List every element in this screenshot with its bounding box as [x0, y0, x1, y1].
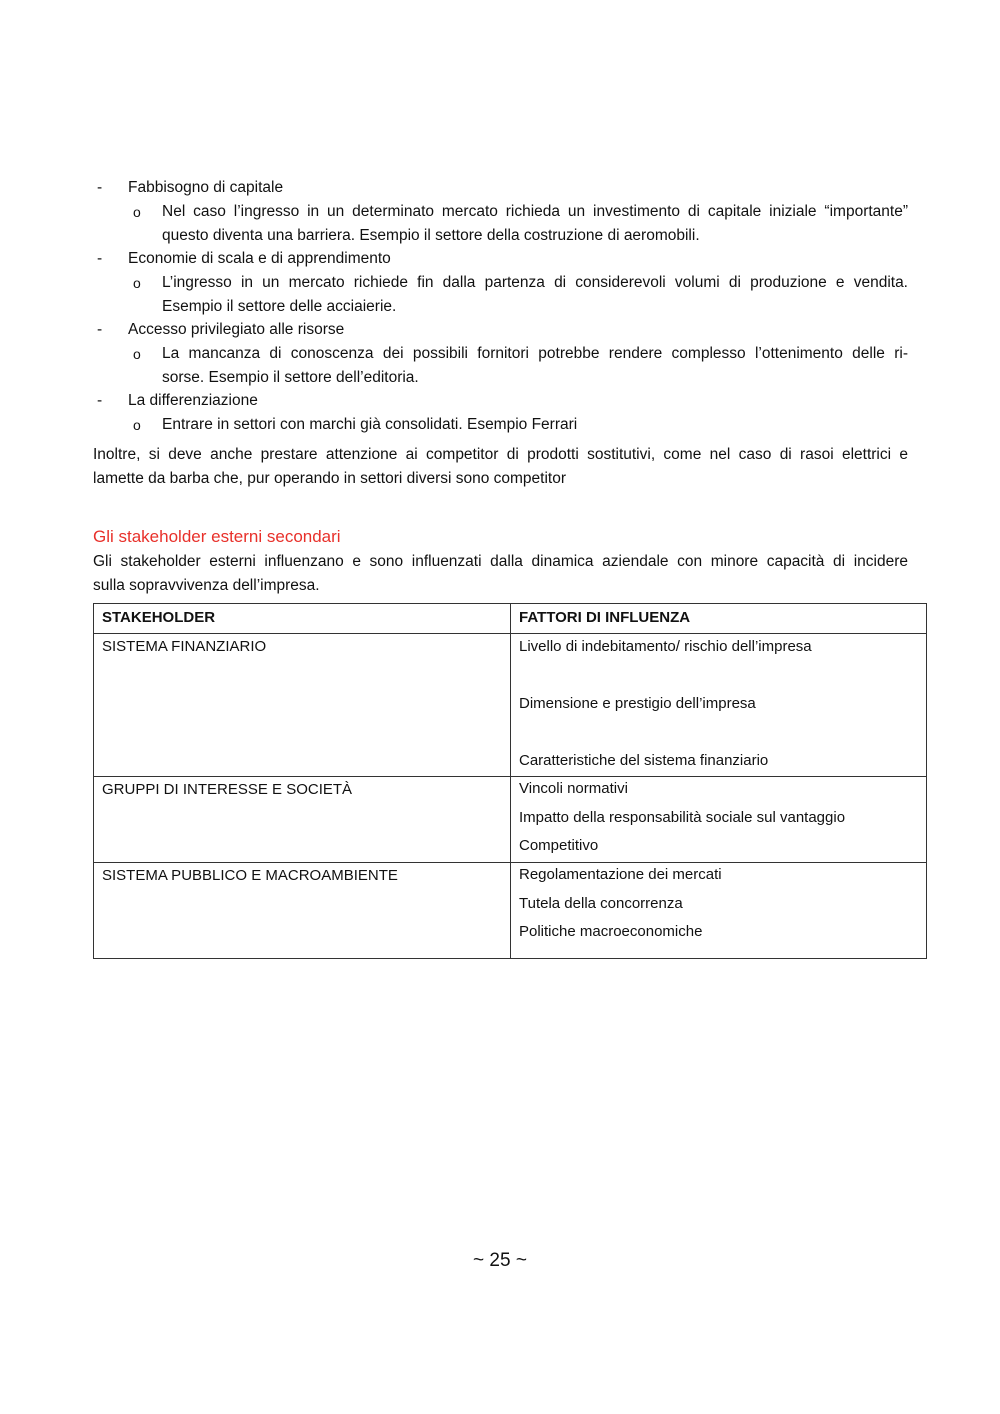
sub-bullet-text: Nel caso l’ingresso in un determinato mercato richieda un investimento di capitale iniziale “importante” [162, 203, 908, 220]
factor-item: Dimensione e prestigio dell’impresa [519, 695, 756, 712]
bullet-dash: - [97, 392, 103, 409]
sub-bullet-text: Entrare in settori con marchi già consolidati. Esempio Ferrari [162, 416, 578, 433]
factor-item: Tutela della concorrenza [519, 894, 683, 912]
stakeholder-name: GRUPPI DI INTERESSE E SOCIETÀ [102, 781, 353, 798]
table-row [94, 777, 927, 863]
stakeholder-cell [94, 863, 511, 959]
sub-bullet-text: Esempio il settore delle acciaierie. [162, 298, 397, 315]
stakeholder-cell [94, 634, 511, 777]
stakeholder-cell [94, 777, 511, 863]
factor-item: Impatto della responsabilità sociale sul vantaggio [519, 808, 846, 826]
sub-bullet-text: L’ingresso in un mercato richiede fin dalla partenza di considerevoli volumi di produzione e vendita. [162, 274, 908, 291]
table-header-stakeholder: STAKEHOLDER [94, 604, 511, 634]
table-row [94, 863, 927, 959]
bullet-dash: - [97, 321, 103, 338]
factor-item: Livello di indebitamento/ rischio dell’impresa [519, 638, 812, 655]
table-header-row [94, 604, 927, 634]
sub-bullet-marker: o [133, 204, 141, 220]
sub-bullet-text: La mancanza di conoscenza dei possibili fornitori potrebbe rendere complesso l’ottenimento delle ri- [162, 345, 908, 362]
factor-item: Regolamentazione dei mercati [519, 866, 722, 883]
table-row [94, 634, 927, 777]
bullet-title-accesso: Accesso privilegiato alle risorse [128, 321, 345, 338]
section-intro-line: Gli stakeholder esterni influenzano e sono influenzati dalla dinamica aziendale con minore capacità di incidere [93, 553, 908, 570]
bullet-title-capitale: Fabbisogno di capitale [128, 179, 284, 196]
section-heading: Gli stakeholder esterni secondari [93, 527, 341, 546]
sub-bullet-marker: o [133, 346, 141, 362]
section-intro-line: sulla sopravvivenza dell’impresa. [93, 577, 320, 594]
sub-bullet-marker: o [133, 417, 141, 433]
sub-bullet-text: sorse. Esempio il settore dell’editoria. [162, 369, 419, 386]
factor-item: Competitivo [519, 837, 599, 854]
paragraph-line: lamette da barba che, pur operando in settori diversi sono competitor [93, 470, 567, 487]
stakeholder-name: SISTEMA PUBBLICO E MACROAMBIENTE [102, 867, 398, 884]
bullet-dash: - [97, 250, 103, 267]
page-number: ~ 25 ~ [473, 1250, 527, 1271]
paragraph-line: Inoltre, si deve anche prestare attenzione ai competitor di prodotti sostitutivi, come nel caso di rasoi elettrici e [93, 446, 908, 463]
sub-bullet-text: questo diventa una barriera. Esempio il settore della costruzione di aeromobili. [162, 227, 700, 244]
bullet-dash: - [97, 179, 103, 196]
factors-cell [511, 863, 927, 959]
table-header-fattori: FATTORI DI INFLUENZA [511, 604, 927, 634]
factors-cell [511, 634, 927, 777]
bullet-title-differenziazione: La differenziazione [128, 392, 258, 409]
factor-item: Politiche macroeconomiche [519, 923, 703, 940]
bullet-title-economie: Economie di scala e di apprendimento [128, 250, 391, 267]
sub-bullet-marker: o [133, 275, 141, 291]
factor-item: Vincoli normativi [519, 780, 628, 797]
stakeholder-table [93, 603, 927, 959]
stakeholder-name: SISTEMA FINANZIARIO [102, 638, 267, 655]
factors-cell [511, 777, 927, 863]
factor-item: Caratteristiche del sistema finanziario [519, 752, 769, 769]
